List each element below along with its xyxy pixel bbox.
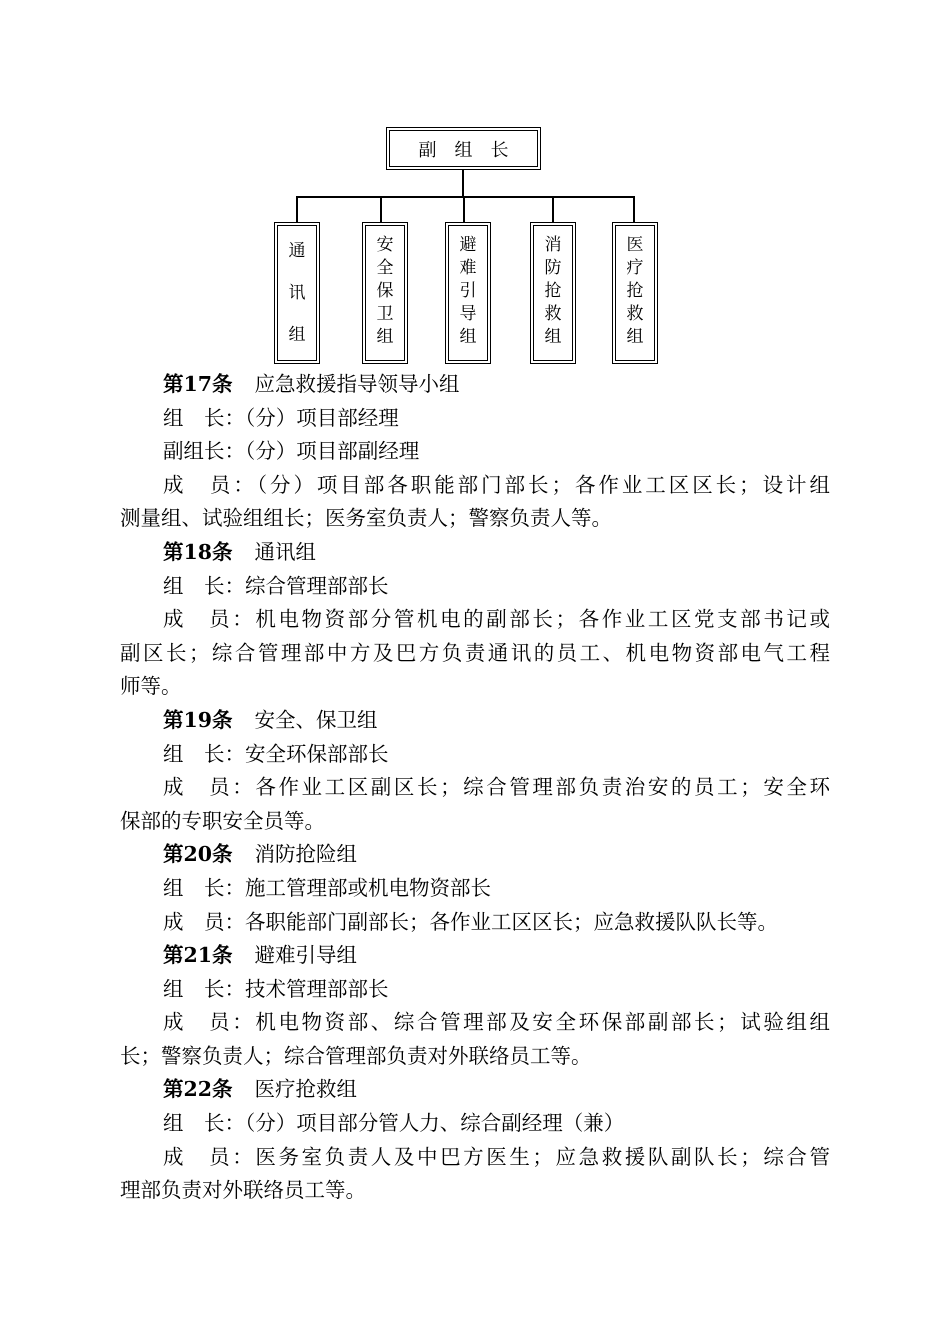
article-heading [120, 536, 830, 570]
article-title: 安全、保卫组 [254, 707, 378, 732]
chart-group-char: 组 [288, 324, 306, 345]
connector-drop-3 [463, 196, 465, 223]
chart-group-box [445, 222, 491, 364]
text-line: 组 长：（分）项目部分管人力、综合副经理（兼） [163, 1111, 625, 1136]
text-line: 成 员：各作业工区副区长；综合管理部负责治安的员工；安全环 [163, 775, 830, 800]
text-line: 副区长；综合管理部中方及巴方负责通讯的员工、机电物资部电气工程 [120, 640, 830, 665]
chart-group-char: 保 [376, 281, 394, 301]
article-number: 第18条 [163, 539, 233, 564]
connector-drop-2 [380, 196, 382, 223]
article-number: 第21条 [163, 943, 233, 968]
chart-group-char: 医 [626, 235, 644, 255]
text-line: 成 员：机电物资部分管机电的副部长；各作业工区党支部书记或 [163, 607, 830, 632]
chart-group-char: 讯 [288, 282, 306, 303]
chart-group-box [530, 222, 576, 364]
article-title: 消防抢险组 [254, 842, 358, 867]
text-line: 长；警察负责人；综合管理部负责对外联络员工等。 [120, 1043, 592, 1068]
text-line: 副组长：（分）项目部副经理 [163, 439, 420, 464]
article-number: 第17条 [163, 372, 233, 396]
document-body [120, 368, 830, 1208]
text-line: 保部的专职安全员等。 [120, 808, 325, 833]
article-heading [120, 368, 830, 402]
text-line: 组 长：施工管理部或机电物资部长 [163, 875, 491, 900]
text-line: 组 长：安全环保部部长 [163, 741, 389, 766]
article-title: 应急救援指导领导小组 [254, 372, 460, 396]
chart-group-char: 组 [376, 327, 394, 347]
text-line: 师等。 [120, 674, 182, 699]
text-line: 组 长：综合管理部部长 [163, 573, 389, 598]
chart-group-char: 组 [626, 327, 644, 347]
chart-group-char: 通 [288, 240, 306, 261]
chart-group-char: 救 [626, 304, 644, 324]
article-title: 避难引导组 [254, 943, 358, 968]
article-number: 第19条 [163, 707, 233, 732]
chart-group-char: 疗 [626, 258, 644, 278]
text-line: 组 长：技术管理部部长 [163, 976, 389, 1001]
chart-group-char: 引 [459, 281, 477, 301]
chart-group-char: 安 [376, 235, 394, 255]
text-line: 成 员：各职能部门副部长；各作业工区区长；应急救援队队长等。 [163, 909, 778, 934]
chart-group-char: 卫 [376, 304, 394, 324]
chart-group-char: 组 [544, 327, 562, 347]
chart-group-char: 消 [544, 235, 562, 255]
article-heading [120, 704, 830, 738]
chart-top-box: 副组长 [386, 127, 541, 170]
chart-group-box [362, 222, 408, 364]
connector-drop-5 [633, 196, 635, 223]
text-line: 成 员：医务室负责人及中巴方医生；应急救援队副队长；综合管 [163, 1144, 830, 1169]
connector-drop-4 [552, 196, 554, 223]
article-number: 第20条 [163, 842, 233, 867]
chart-group-char: 导 [459, 304, 477, 324]
chart-group-char: 抢 [626, 281, 644, 301]
article-title: 通讯组 [254, 539, 317, 564]
connector-vertical-main [462, 170, 464, 197]
chart-group-char: 避 [459, 235, 477, 255]
text-line: 成 员：机电物资部、综合管理部及安全环保部副部长；试验组组 [163, 1010, 830, 1035]
text-line: 成 员：（分）项目部各职能部门部长；各作业工区区长；设计组 [163, 472, 830, 497]
chart-group-box [274, 222, 320, 364]
chart-group-char: 抢 [544, 281, 562, 301]
chart-group-char: 救 [544, 304, 562, 324]
chart-group-box [612, 222, 658, 364]
chart-group-char: 组 [459, 327, 477, 347]
chart-group-char: 全 [376, 258, 394, 278]
text-line: 理部负责对外联络员工等。 [120, 1178, 366, 1203]
article-heading [120, 838, 830, 872]
article-title: 医疗抢救组 [254, 1077, 358, 1102]
connector-drop-1 [296, 196, 298, 223]
chart-group-char: 防 [544, 258, 562, 278]
article-heading [120, 1073, 830, 1107]
text-line: 组 长：（分）项目部经理 [163, 405, 399, 430]
chart-group-char: 难 [459, 258, 477, 278]
org-chart [0, 0, 950, 370]
connector-horizontal [296, 196, 635, 198]
text-line: 测量组、试验组组长；医务室负责人；警察负责人等。 [120, 506, 612, 531]
article-number: 第22条 [163, 1077, 233, 1102]
article-heading [120, 939, 830, 973]
